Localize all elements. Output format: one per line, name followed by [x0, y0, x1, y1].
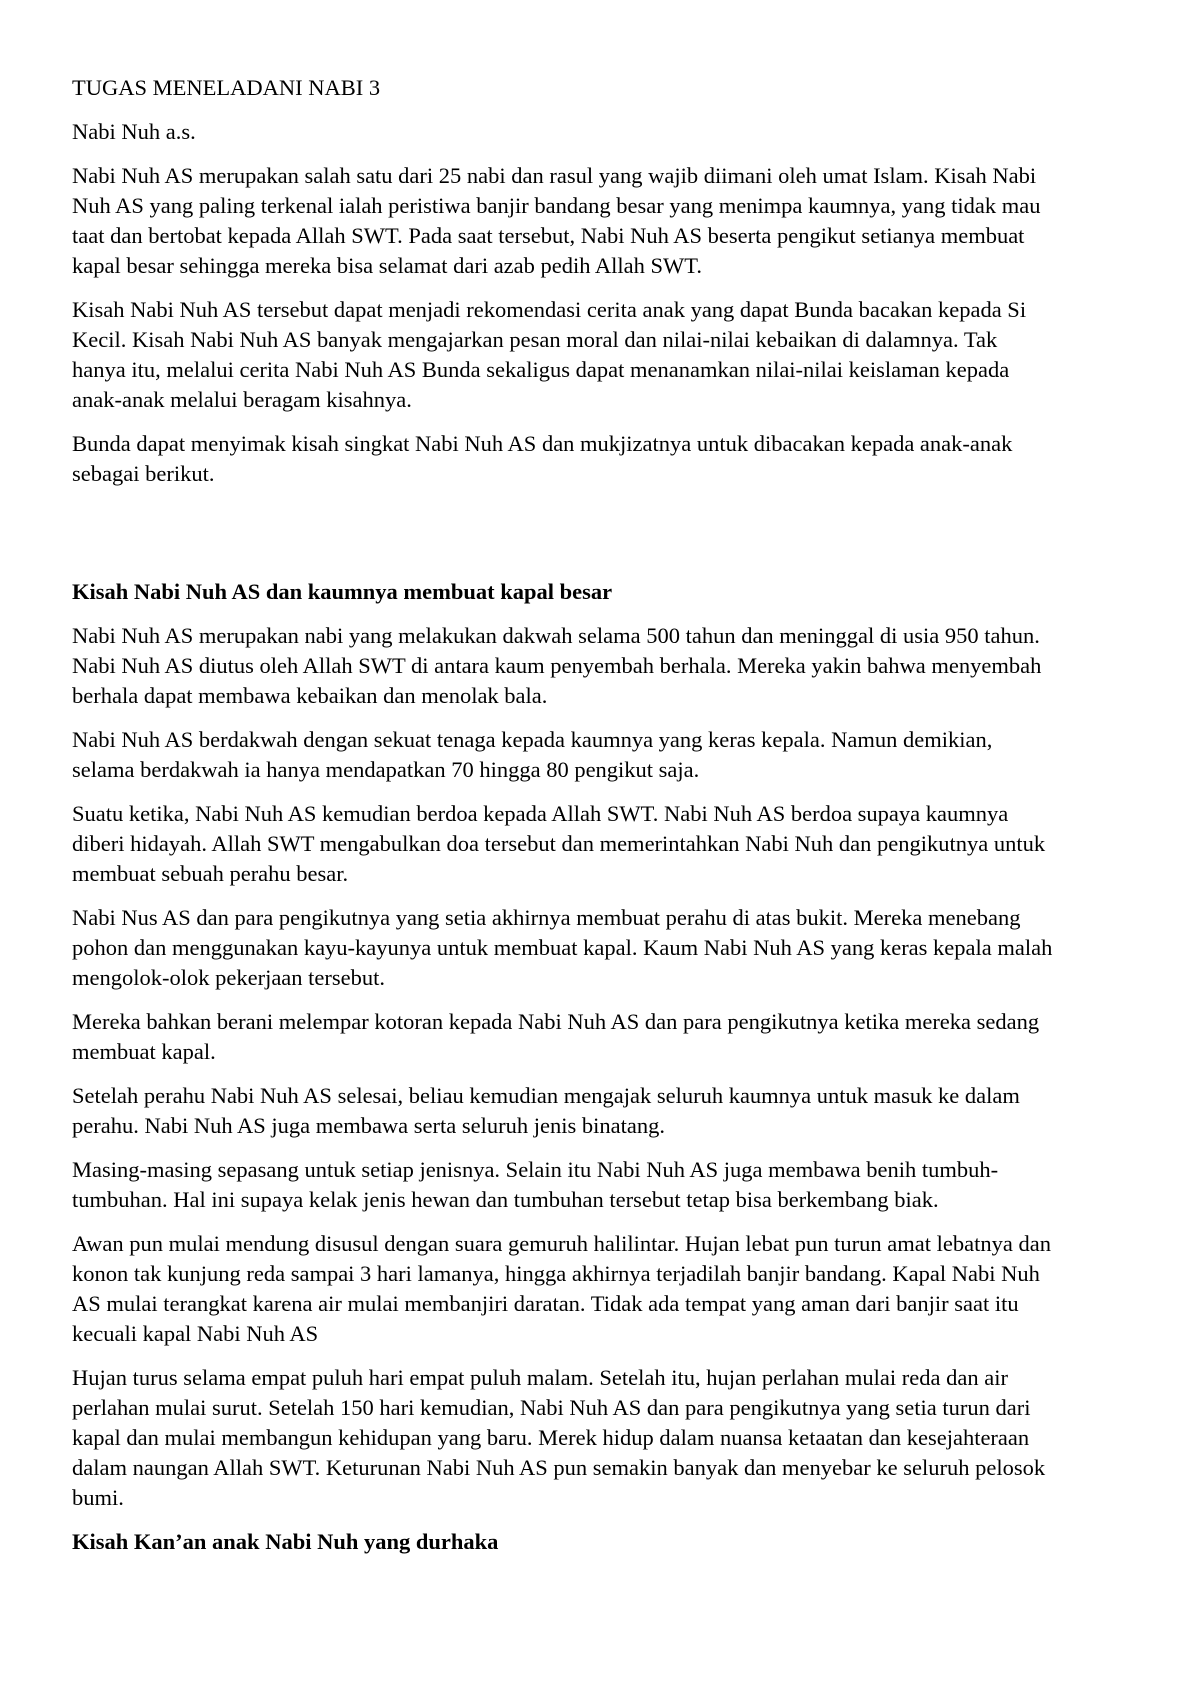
text-line: kapal dan mulai membangun kehidupan yang baru. Merek hidup dalam nuansa ketaatan dan kesejahteraan: [72, 1425, 1030, 1450]
section-paragraph: [72, 1155, 1147, 1215]
text-line: Mereka bahkan berani melempar kotoran kepada Nabi Nuh AS dan para pengikutnya ketika mereka sedang: [72, 1009, 1040, 1034]
text-line: perlahan mulai surut. Setelah 150 hari kemudian, Nabi Nuh AS dan para pengikutnya yang setia turun dari: [72, 1395, 1031, 1420]
text-line: anak-anak melalui beragam kisahnya.: [72, 387, 412, 412]
text-line: kapal besar sehingga mereka bisa selamat dari azab pedih Allah SWT.: [72, 253, 702, 278]
text-line: diberi hidayah. Allah SWT mengabulkan doa tersebut dan memerintahkan Nabi Nuh dan pengikutnya untuk: [72, 831, 1046, 856]
section-paragraph: [72, 621, 1147, 711]
text-line: berhala dapat membawa kebaikan dan menolak bala.: [72, 683, 548, 708]
text-line: hanya itu, melalui cerita Nabi Nuh AS Bunda sekaligus dapat menanamkan nilai-nilai keislaman kepada: [72, 357, 1010, 382]
text-line: perahu. Nabi Nuh AS juga membawa serta seluruh jenis binatang.: [72, 1113, 665, 1138]
text-line: AS mulai terangkat karena air mulai membanjiri daratan. Tidak ada tempat yang aman dari banjir saat itu: [72, 1291, 1019, 1316]
text-line: membuat sebuah perahu besar.: [72, 861, 349, 886]
intro-paragraph: [72, 429, 1147, 489]
text-line: Nuh AS yang paling terkenal ialah peristiwa banjir bandang besar yang menimpa kaumnya, yang tidak mau: [72, 193, 1041, 218]
intro-paragraph: [72, 295, 1147, 415]
section-kanan: [72, 1527, 1147, 1557]
section-heading: Kisah Kan’an anak Nabi Nuh yang durhaka: [72, 1529, 499, 1554]
text-line: Nabi Nuh AS berdakwah dengan sekuat tenaga kepada kaumnya yang keras kepala. Namun demikian,: [72, 727, 993, 752]
text-line: Kecil. Kisah Nabi Nuh AS banyak mengajarkan pesan moral dan nilai-nilai kebaikan di dalamnya. Tak: [72, 327, 998, 352]
text-line: taat dan bertobat kepada Allah SWT. Pada saat tersebut, Nabi Nuh AS beserta pengikut setianya membuat: [72, 223, 1025, 248]
section-paragraph: [72, 1007, 1147, 1067]
section-paragraph: [72, 725, 1147, 785]
text-line: bumi.: [72, 1485, 124, 1510]
text-line: mengolok-olok pekerjaan tersebut.: [72, 965, 386, 990]
text-line: kecuali kapal Nabi Nuh AS: [72, 1321, 319, 1346]
section-paragraph: [72, 799, 1147, 889]
document-body: [72, 73, 1147, 1571]
text-line: Hujan turus selama empat puluh hari empat puluh malam. Setelah itu, hujan perlahan mulai reda dan air: [72, 1365, 1008, 1390]
intro-paragraph: [72, 161, 1147, 281]
document-title: TUGAS MENELADANI NABI 3: [72, 75, 381, 100]
text-line: selama berdakwah ia hanya mendapatkan 70 hingga 80 pengikut saja.: [72, 757, 700, 782]
text-line: pohon dan menggunakan kayu-kayunya untuk membuat kapal. Kaum Nabi Nuh AS yang keras kepala malah: [72, 935, 1053, 960]
section-paragraph: [72, 903, 1147, 993]
text-line: sebagai berikut.: [72, 461, 215, 486]
section-paragraph: [72, 1081, 1147, 1141]
text-line: Awan pun mulai mendung disusul dengan suara gemuruh halilintar. Hujan lebat pun turun amat lebatnya dan: [72, 1231, 1051, 1256]
text-line: Nabi Nuh AS merupakan salah satu dari 25 nabi dan rasul yang wajib diimani oleh umat Islam. Kisah Nabi: [72, 163, 1037, 188]
text-line: dalam naungan Allah SWT. Keturunan Nabi Nuh AS pun semakin banyak dan menyebar ke seluruh pelosok: [72, 1455, 1046, 1480]
text-line: Masing-masing sepasang untuk setiap jenisnya. Selain itu Nabi Nuh AS juga membawa benih tumbuh-: [72, 1157, 999, 1182]
text-line: membuat kapal.: [72, 1039, 216, 1064]
text-line: konon tak kunjung reda sampai 3 hari lamanya, hingga akhirnya terjadilah banjir bandang. Kapal Nabi Nuh: [72, 1261, 1040, 1286]
section-paragraph: [72, 1229, 1147, 1349]
text-line: Setelah perahu Nabi Nuh AS selesai, beliau kemudian mengajak seluruh kaumnya untuk masuk ke dalam: [72, 1083, 1020, 1108]
section-kapal-besar: [72, 577, 1147, 1513]
text-line: Kisah Nabi Nuh AS tersebut dapat menjadi rekomendasi cerita anak yang dapat Bunda bacakan kepada Si: [72, 297, 1027, 322]
document-subtitle: Nabi Nuh a.s.: [72, 119, 196, 144]
text-line: Bunda dapat menyimak kisah singkat Nabi Nuh AS dan mukjizatnya untuk dibacakan kepada anak-anak: [72, 431, 1013, 456]
section-heading: Kisah Nabi Nuh AS dan kaumnya membuat kapal besar: [72, 579, 613, 604]
blank-space: [72, 503, 1147, 577]
text-line: Nabi Nuh AS merupakan nabi yang melakukan dakwah selama 500 tahun dan meninggal di usia 950 tahun.: [72, 623, 1040, 648]
text-line: tumbuhan. Hal ini supaya kelak jenis hewan dan tumbuhan tersebut tetap bisa berkembang biak.: [72, 1187, 939, 1212]
text-line: Nabi Nuh AS diutus oleh Allah SWT di antara kaum penyembah berhala. Mereka yakin bahwa menyembah: [72, 653, 1042, 678]
text-line: Nabi Nus AS dan para pengikutnya yang setia akhirnya membuat perahu di atas bukit. Mereka menebang: [72, 905, 1021, 930]
section-paragraph: [72, 1363, 1147, 1513]
text-line: Suatu ketika, Nabi Nuh AS kemudian berdoa kepada Allah SWT. Nabi Nuh AS berdoa supaya kaumnya: [72, 801, 1009, 826]
intro-section: [72, 161, 1147, 489]
